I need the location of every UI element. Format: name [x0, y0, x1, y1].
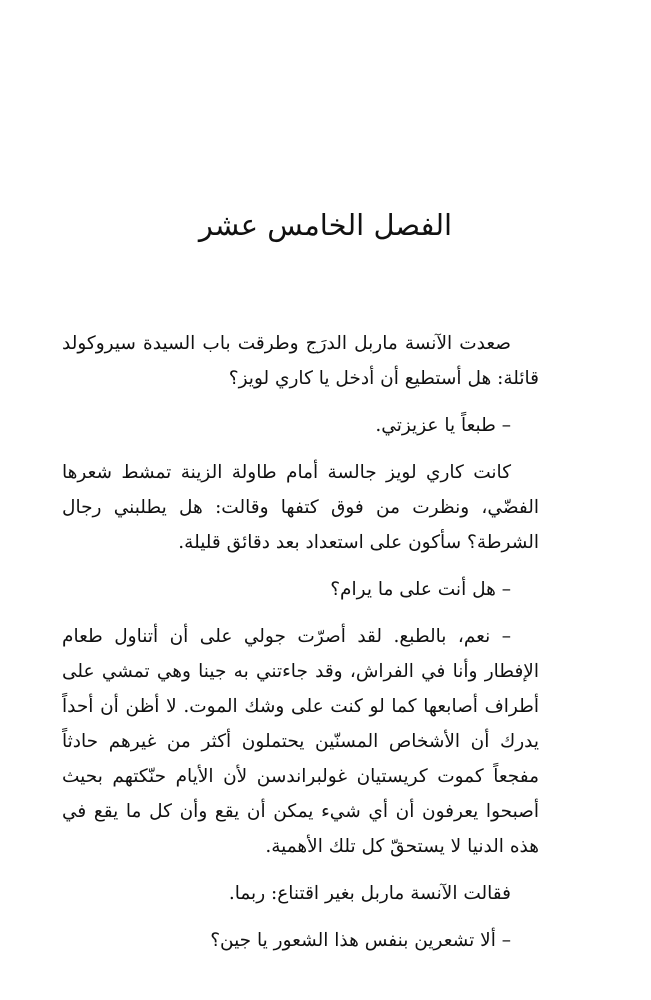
dialogue-line-3: – ألا تشعرين بنفس هذا الشعور يا جين؟	[210, 930, 511, 951]
chapter-title: الفصل الخامس عشر	[198, 208, 453, 242]
paragraph-3: – نعم، بالطبع. لقد أصرّت جولي على أن أتناول طعام الإفطار وأنا في الفراش، وقد جاءتني به جينا وهي تمشي على أطراف أصابعها كما لو كنت على وشك الموت. لا أظن أن أحداً يدرك أن الأشخاص المسنّين يحتملون أكثر من غيرهم حادثاً مفجعاً كموت كريستيان غولبراندسن لأن الأيام حنّكتهم بحيث أصبحوا يعرفون أن أي شيء يمكن أن يقع وأن كل ما يقع في هذه الدنيا لا يستحقّ كل تلك الأهمية.	[62, 626, 539, 857]
paragraph-4: فقالت الآنسة ماربل بغير اقتناع: ربما.	[228, 883, 511, 904]
paragraph-1: صعدت الآنسة ماربل الدرَج وطرقت باب السيدة سيروكولد قائلة: هل أستطيع أن أدخل يا كاري لويز؟	[62, 333, 539, 389]
dialogue-line-2: – هل أنت على ما يرام؟	[330, 579, 511, 600]
paragraph-2: كانت كاري لويز جالسة أمام طاولة الزينة تمشط شعرها الفضّي، ونظرت من فوق كتفها وقالت: هل يطلبني رجال الشرطة؟ سأكون على استعداد بعد دقائق قليلة.	[62, 462, 539, 553]
chapter-body	[62, 326, 539, 970]
dialogue-line-1: – طبعاً يا عزيزتي.	[375, 415, 511, 436]
